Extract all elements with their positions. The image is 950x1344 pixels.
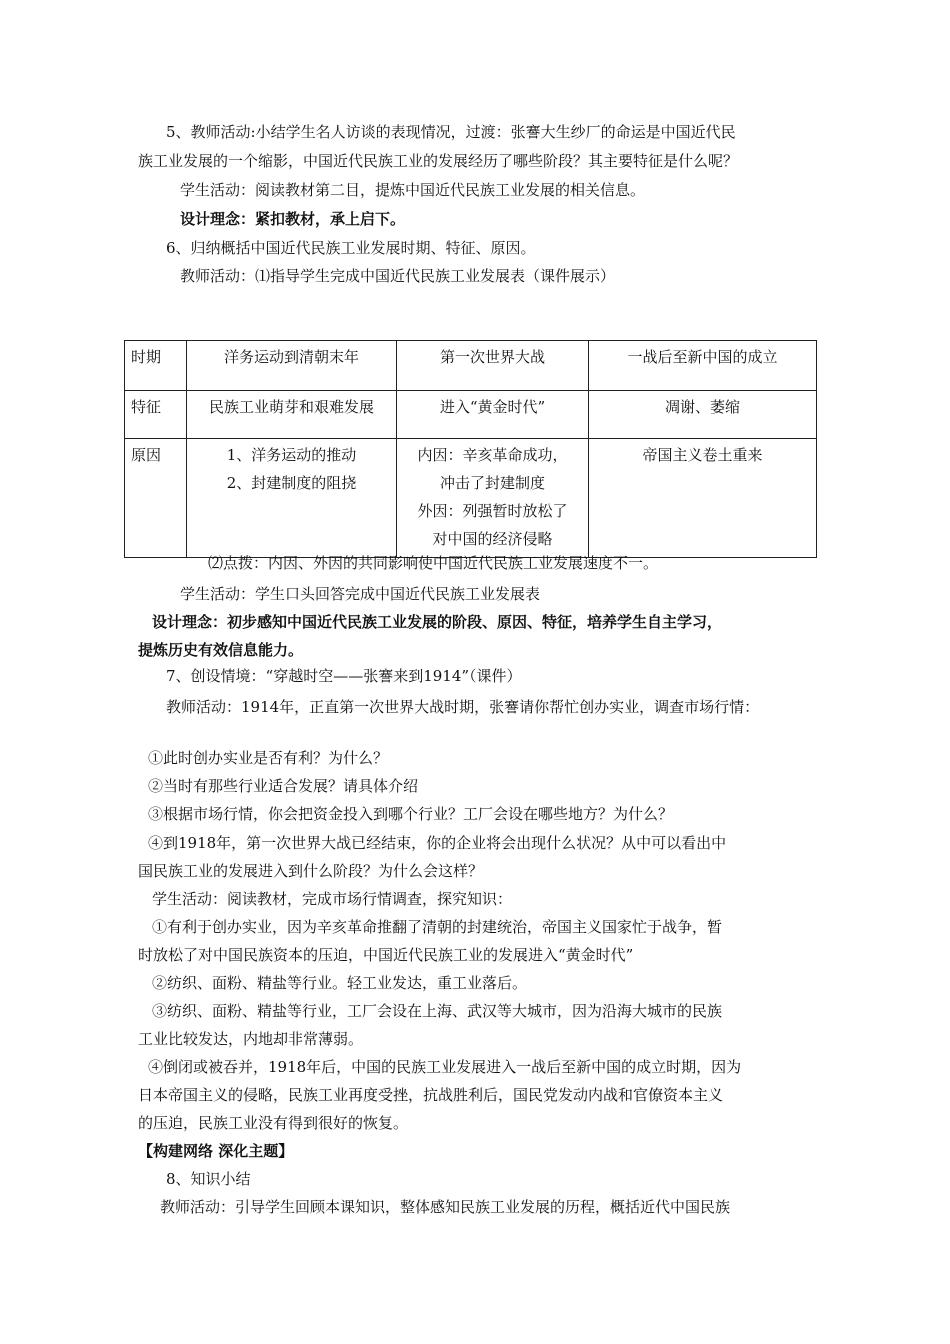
paragraph-line: 学生活动：阅读教材第二目，提炼中国近代民族工业发展的相关信息。 xyxy=(180,181,646,199)
table-cell: 洋务运动到清朝末年 xyxy=(187,341,397,391)
row-header: 时期 xyxy=(125,341,187,391)
table-cell: 民族工业萌芽和艰难发展 xyxy=(187,391,397,439)
paragraph-line: 学生活动：阅读教材，完成市场行情调查，探究知识： xyxy=(152,890,513,908)
paragraph-line: 族工业发展的一个缩影，中国近代民族工业的发展经历了哪些阶段？其主要特征是什么呢？ xyxy=(138,152,739,170)
table-row xyxy=(125,439,817,558)
paragraph-line: 教师活动：1914年，正直第一次世界大战时期，张謇请你帮忙创办实业，调查市场行情： xyxy=(166,698,760,716)
paragraph-line: 6、归纳概括中国近代民族工业发展时期、特征、原因。 xyxy=(166,239,536,257)
question-line: 国民族工业的发展进入到什么阶段？为什么会这样？ xyxy=(138,862,484,880)
answer-line: 时放松了对中国民族资本的压迫，中国近代民族工业的发展进入“黄金时代” xyxy=(138,946,634,964)
paragraph-line: 5、教师活动:小结学生名人访谈的表现情况，过渡：张謇大生纱厂的命运是中国近代民 xyxy=(166,123,736,141)
answer-line: ①有利于创办实业，因为辛亥革命推翻了清朝的封建统治，帝国主义国家忙于战争，暂 xyxy=(152,918,723,936)
answer-line: ③纺织、面粉、精盐等行业，工厂会设在上海、武汉等大城市，因为沿海大城市的民族 xyxy=(152,1002,723,1020)
question-line: ①此时创办实业是否有利？为什么？ xyxy=(148,749,389,767)
table-cell: 内因：辛亥革命成功， 冲击了封建制度 外因：列强暂时放松了 对中国的经济侵略 xyxy=(397,439,589,558)
answer-line: ④倒闭或被吞并，1918年后，中国的民族工业发展进入一战后至新中国的成立时期，因为 xyxy=(148,1058,742,1076)
paragraph-line: 7、创设情境：“穿越时空——张謇来到1914”（课件） xyxy=(166,667,522,685)
row-header: 原因 xyxy=(125,439,187,558)
design-concept-line: 提炼历史有效信息能力。 xyxy=(138,641,304,659)
section-heading: 【构建网络 深化主题】 xyxy=(138,1142,294,1160)
design-concept-line: 设计理念：紧扣教材，承上启下。 xyxy=(180,210,406,228)
paragraph-line: 8、知识小结 xyxy=(166,1170,251,1188)
row-header: 特征 xyxy=(125,391,187,439)
table-row xyxy=(125,341,817,391)
table-cell: 帝国主义卷土重来 xyxy=(589,439,817,558)
answer-line: 日本帝国主义的侵略，民族工业再度受挫，抗战胜利后，国民党发动内战和官僚资本主义 xyxy=(138,1086,724,1104)
table-cell: 第一次世界大战 xyxy=(397,341,589,391)
question-line: ②当时有那些行业适合发展？请具体介绍 xyxy=(148,777,419,795)
paragraph-line: 教师活动：引导学生回顾本课知识，整体感知民族工业发展的历程，概括近代中国民族 xyxy=(160,1198,731,1216)
table-row xyxy=(125,391,817,439)
answer-line: 工业比较发达，内地却非常薄弱。 xyxy=(138,1030,364,1048)
paragraph-line: ⑵点拨：内因、外因的共同影响使中国近代民族工业发展速度不一。 xyxy=(208,554,659,572)
paragraph-line: 教师活动：⑴指导学生完成中国近代民族工业发展表（课件展示） xyxy=(180,267,616,285)
table-cell: 凋谢、萎缩 xyxy=(589,391,817,439)
question-line: ③根据市场行情，你会把资金投入到哪个行业？工厂会设在哪些地方？为什么？ xyxy=(148,805,674,823)
table-cell: 1、洋务运动的推动 2、封建制度的阻挠 xyxy=(187,439,397,558)
table-cell: 进入“黄金时代” xyxy=(397,391,589,439)
design-concept-line: 设计理念：初步感知中国近代民族工业发展的阶段、原因、特征，培养学生自主学习， xyxy=(152,613,723,631)
paragraph-line: 学生活动：学生口头回答完成中国近代民族工业发展表 xyxy=(180,585,541,603)
question-line: ④到1918年，第一次世界大战已经结束，你的企业将会出现什么状况？从中可以看出中 xyxy=(148,834,727,852)
table-cell: 一战后至新中国的成立 xyxy=(589,341,817,391)
answer-line: ②纺织、面粉、精盐等行业。轻工业发达，重工业落后。 xyxy=(152,974,528,992)
answer-line: 的压迫，民族工业没有得到很好的恢复。 xyxy=(138,1114,409,1132)
development-table xyxy=(124,340,817,558)
